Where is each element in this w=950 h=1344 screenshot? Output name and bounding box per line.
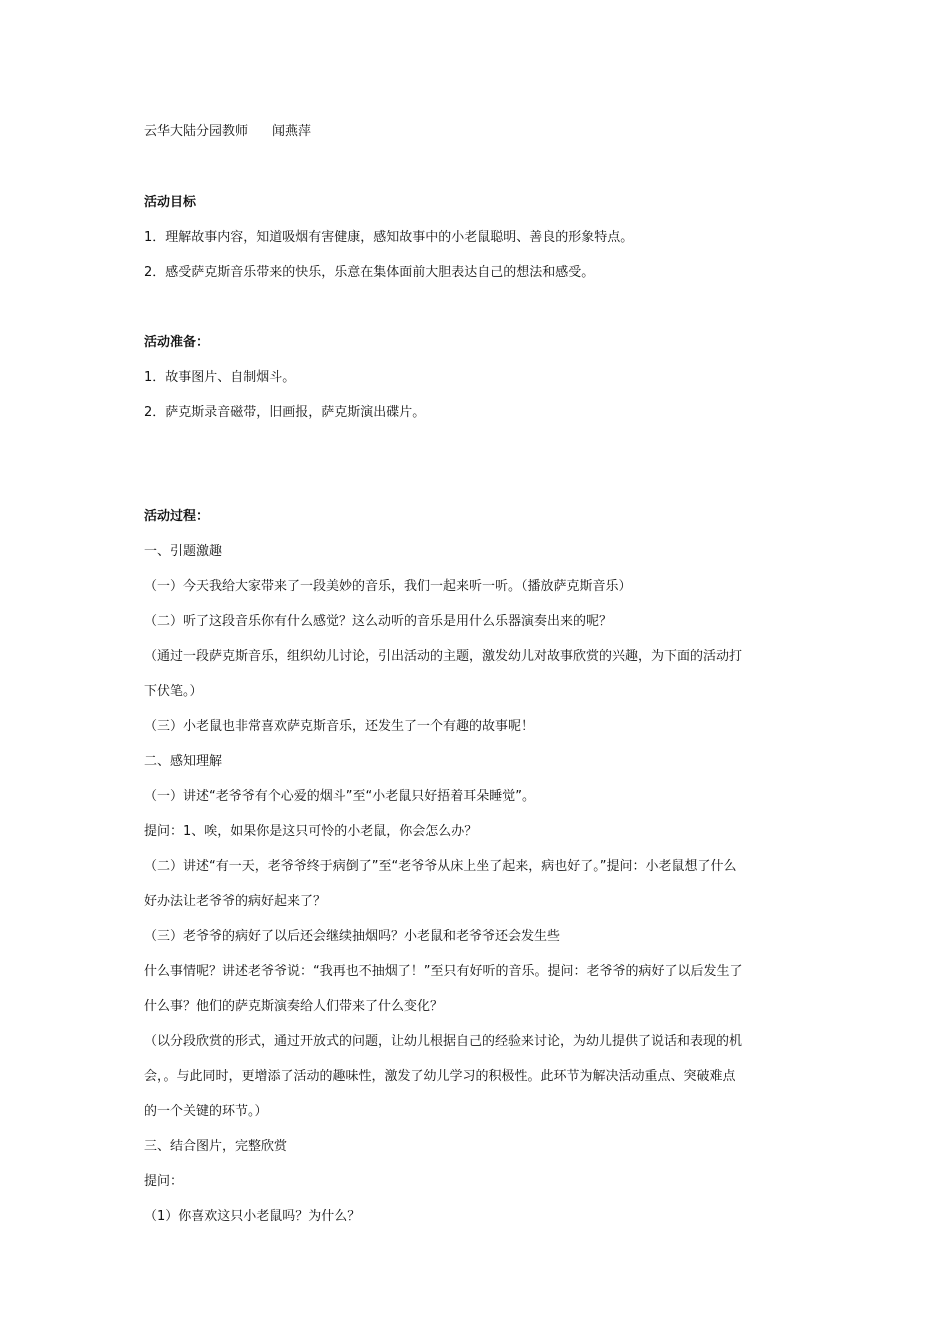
goal-item: 1．理解故事内容，知道吸烟有害健康，感知故事中的小老鼠聪明、善良的形象特点。	[144, 230, 634, 245]
process-line: （1）你喜欢这只小老鼠吗？为什么？	[144, 1209, 361, 1224]
process-line: 的一个关键的环节。）	[144, 1104, 268, 1119]
prep-item: 2．萨克斯录音磁带，旧画报，萨克斯演出碟片。	[144, 405, 426, 420]
process-line: 会，。与此同时，更增添了活动的趣味性，激发了幼儿学习的积极性。此环节为解决活动重点、突破难点	[144, 1069, 736, 1084]
process-line: （一）讲述“老爷爷有个心爱的烟斗”至“小老鼠只好捂着耳朵睡觉”。	[144, 789, 535, 804]
process-line: 提问：	[144, 1174, 184, 1189]
author-line	[144, 123, 814, 140]
goals-heading: 活动目标	[144, 195, 197, 210]
process-line: 好办法让老爷爷的病好起来了？	[144, 894, 327, 909]
process-heading: 活动过程：	[144, 509, 210, 524]
prep-item: 1．故事图片、自制烟斗。	[144, 370, 296, 385]
prep-heading: 活动准备：	[144, 335, 210, 350]
process-line: 什么事？他们的萨克斯演奏给人们带来了什么变化？	[144, 999, 444, 1014]
section-heading-1: 一、引题激趣	[144, 544, 223, 559]
section-heading-2: 二、感知理解	[144, 754, 223, 769]
process-line: （三）老爷爷的病好了以后还会继续抽烟吗？小老鼠和老爷爷还会发生些	[144, 929, 561, 944]
process-line: （通过一段萨克斯音乐，组织幼儿讨论，引出活动的主题，激发幼儿对故事欣赏的兴趣，为下面的活动打	[144, 649, 743, 664]
author-school: 云华大陆分园教师	[144, 124, 249, 139]
section-heading-3: 三、结合图片，完整欣赏	[144, 1139, 288, 1154]
process-line: 什么事情呢？讲述老爷爷说：“我再也不抽烟了！”至只有好听的音乐。提问：老爷爷的病好了以后发生了	[144, 964, 743, 979]
goal-item: 2．感受萨克斯音乐带来的快乐，乐意在集体面前大胆表达自己的想法和感受。	[144, 265, 595, 280]
process-line: （三）小老鼠也非常喜欢萨克斯音乐，还发生了一个有趣的故事呢！	[144, 719, 535, 734]
process-line: （一）今天我给大家带来了一段美妙的音乐，我们一起来听一听。（播放萨克斯音乐）	[144, 579, 632, 594]
process-line: （以分段欣赏的形式，通过开放式的问题，让幼儿根据自己的经验来讨论，为幼儿提供了说话和表现的机	[144, 1034, 743, 1049]
process-line: 下伏笔。）	[144, 684, 203, 699]
author-name: 闻燕萍	[272, 124, 312, 139]
process-line: （二）讲述“有一天，老爷爷终于病倒了”至“老爷爷从床上坐了起来，病也好了。”提问：小老鼠想了什么	[144, 859, 737, 874]
process-line: （二）听了这段音乐你有什么感觉？这么动听的音乐是用什么乐器演奏出来的呢？	[144, 614, 613, 629]
process-line: 提问：1、唉，如果你是这只可怜的小老鼠，你会怎么办？	[144, 824, 478, 839]
